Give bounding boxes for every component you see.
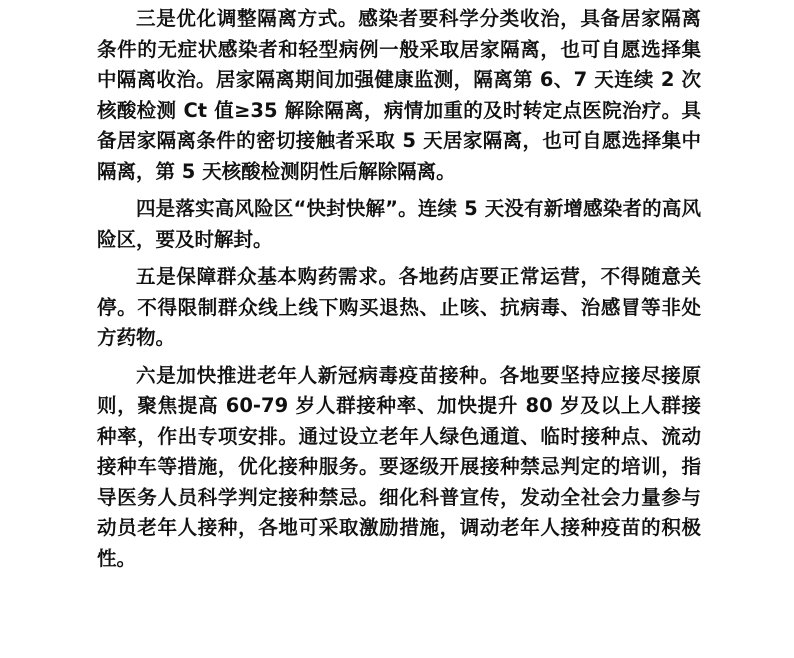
paragraph-elderly-vaccination: 六是加快推进老年人新冠病毒疫苗接种。各地要坚持应接尽接原则，聚焦提高 60-79 岁人群接种率、加快提升 80 岁及以上人群接种率，作出专项安排。通过设立老年人绿色通道、临时接种点、流动接种车等措施，优化接种服务。要逐级开展接种禁忌判定的培训，指导医务人员科学判定接种禁忌。细化科普宣传，发动全社会力量参与动员老年人接种，各地可采取激励措施，调动老年人接种疫苗的积极性。: [97, 363, 701, 570]
paragraph-isolation: 三是优化调整隔离方式。感染者要科学分类收治，具备居家隔离条件的无症状感染者和轻型病例一般采取居家隔离，也可自愿选择集中隔离收治。居家隔离期间加强健康监测，隔离第 6、7 天连续 2 次核酸检测 Ct 值≥35 解除隔离，病情加重的及时转定点医院治疗。具备居家隔离条件的密切接触者采取 5 天居家隔离，也可自愿选择集中隔离，第 5 天核酸检测阴性后解除隔离。: [97, 7, 701, 183]
paragraph-high-risk-area: 四是落实高风险区“快封快解”。连续 5 天没有新增感染者的高风险区，要及时解封。: [97, 197, 701, 251]
paragraph-medicine-purchase: 五是保障群众基本购药需求。各地药店要正常运营，不得随意关停。不得限制群众线上线下购买退热、止咳、抗病毒、治感冒等非处方药物。: [97, 265, 701, 349]
document-body: [97, 4, 701, 581]
